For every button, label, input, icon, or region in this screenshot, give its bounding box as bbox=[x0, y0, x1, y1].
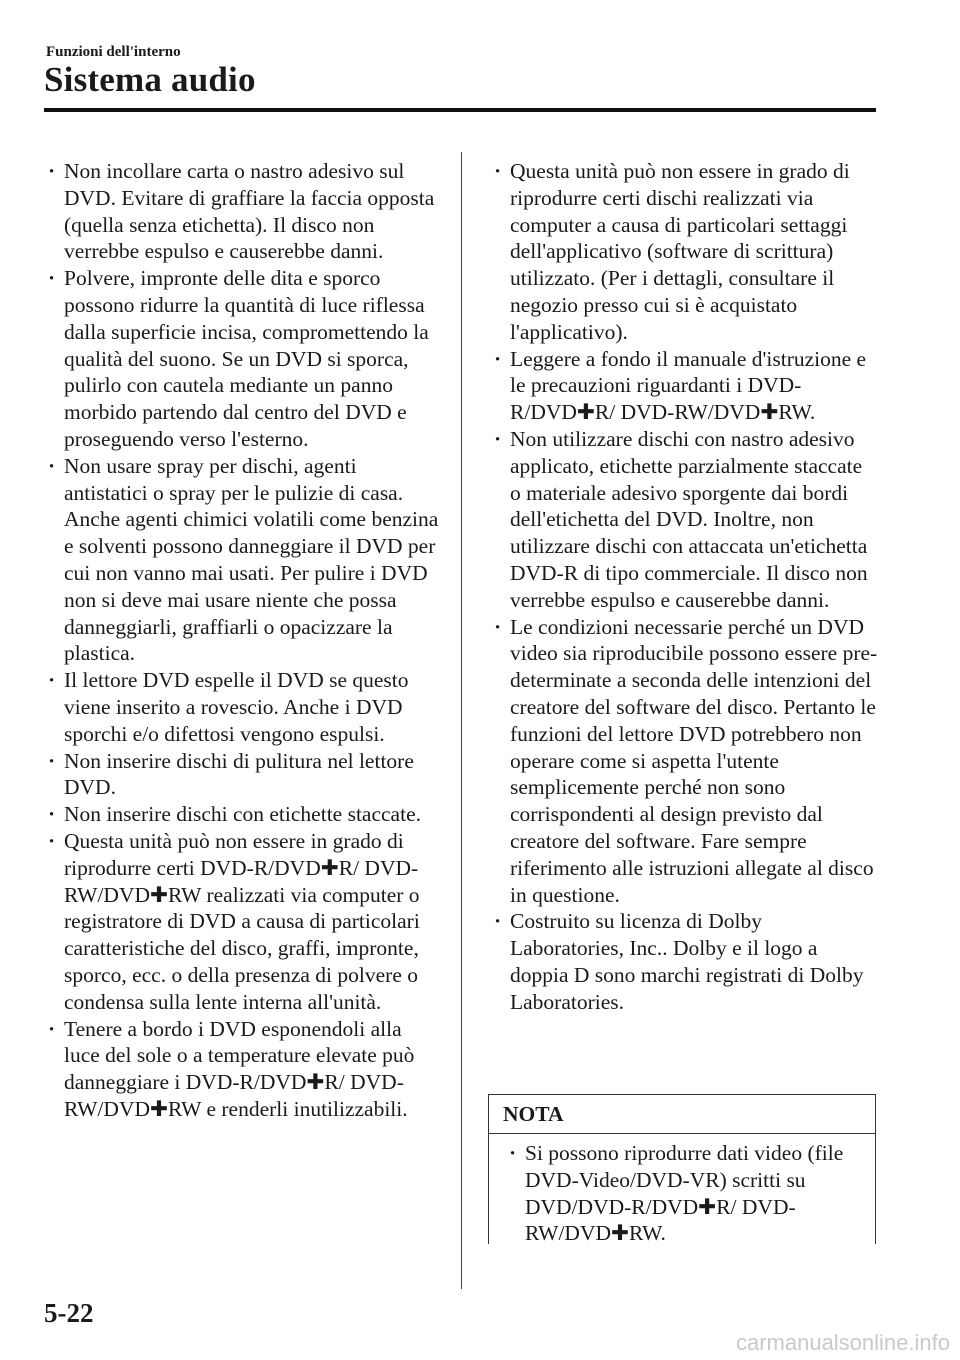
list-item: · Non inserire dischi di pulitura nel lettore DVD. bbox=[44, 748, 440, 802]
left-column bbox=[44, 158, 440, 1123]
list-item: · Non usare spray per dischi, agenti antistatici o spray per le pulizie di casa. Anche agenti chimici volatili come benzina e solventi possono danneggiare il DVD per cui non vanno mai usati. Per pulire i DVD non si deve mai usare niente che possa danneggiarli, graffiarli o opacizzare la plastica. bbox=[44, 453, 440, 667]
right-column bbox=[490, 158, 878, 1016]
list-item: · Il lettore DVD espelle il DVD se questo viene inserito a rovescio. Anche i DVD sporchi e/o difettosi vengono espulsi. bbox=[44, 667, 440, 747]
list-item: · Tenere a bordo i DVD esponendoli alla luce del sole o a temperature elevate può danneggiare i DVD-R/DVD✚R/ DVD-RW/DVD✚RW e renderli inutilizzabili. bbox=[44, 1016, 440, 1123]
column-divider bbox=[461, 152, 462, 1289]
note-title: NOTA bbox=[489, 1095, 875, 1134]
note-item: · Si possono riprodurre dati video (file DVD-Video/DVD-VR) scritti su DVD/DVD-R/DVD✚R/ DVD-RW/DVD✚RW. bbox=[505, 1140, 867, 1247]
list-item: · Leggere a fondo il manuale d'istruzione e le precauzioni riguardanti i DVD-R/DVD✚R/ DVD-RW/DVD✚RW. bbox=[490, 346, 878, 426]
list-item: · Le condizioni necessarie perché un DVD video sia riproducibile possono essere pre-determinate a seconda delle intenzioni del creatore del software del disco. Pertanto le funzioni del lettore DVD potrebbero non operare come si aspetta l'utente semplicemente perché non sono corrispondenti al design previsto dal creatore del software. Fare sempre riferimento alle istruzioni allegate al disco in questione. bbox=[490, 614, 878, 909]
page-number: 5-22 bbox=[44, 1298, 94, 1328]
page-title: Sistema audio bbox=[44, 60, 256, 99]
list-item: · Non utilizzare dischi con nastro adesivo applicato, etichette parzialmente staccate o materiale adesivo sporgente dai bordi dell'etichetta del DVD. Inoltre, non utilizzare dischi con attaccata un'etichetta DVD-R di tipo commerciale. Il disco non verrebbe espulso e causerebbe danni. bbox=[490, 426, 878, 614]
list-item: · Questa unità può non essere in grado di riprodurre certi dischi realizzati via computer a causa di particolari settaggi dell'applicativo (software di scrittura) utilizzato. (Per i dettagli, consultare il negozio presso cui si è acquistato l'applicativo). bbox=[490, 158, 878, 346]
title-rule bbox=[44, 108, 876, 112]
list-item: · Costruito su licenza di Dolby Laboratories, Inc.. Dolby e il logo a doppia D sono marchi registrati di Dolby Laboratories. bbox=[490, 908, 878, 1015]
watermark: carmanualsonline.info bbox=[735, 1330, 950, 1355]
list-item: · Polvere, impronte delle dita e sporco possono ridurre la quantità di luce riflessa dalla superficie incisa, compromettendo la qualità del suono. Se un DVD si sporca, pulirlo con cautela mediante un panno morbido partendo dal centro del DVD e proseguendo verso l'esterno. bbox=[44, 265, 440, 453]
note-list bbox=[489, 1140, 875, 1247]
list-item: · Non inserire dischi con etichette staccate. bbox=[44, 801, 440, 828]
note-box bbox=[488, 1094, 876, 1244]
list-item: · Non incollare carta o nastro adesivo sul DVD. Evitare di graffiare la faccia opposta (quella senza etichetta). Il disco non verrebbe espulso e causerebbe danni. bbox=[44, 158, 440, 265]
list-item: · Questa unità può non essere in grado di riprodurre certi DVD-R/DVD✚R/ DVD-RW/DVD✚RW realizzati via computer o registratore di DVD a causa di particolari caratteristiche del disco, graffi, impronte, sporco, ecc. o della presenza di polvere o condensa sulla lente interna all'unità. bbox=[44, 828, 440, 1016]
section-label: Funzioni dell'interno bbox=[46, 44, 181, 60]
